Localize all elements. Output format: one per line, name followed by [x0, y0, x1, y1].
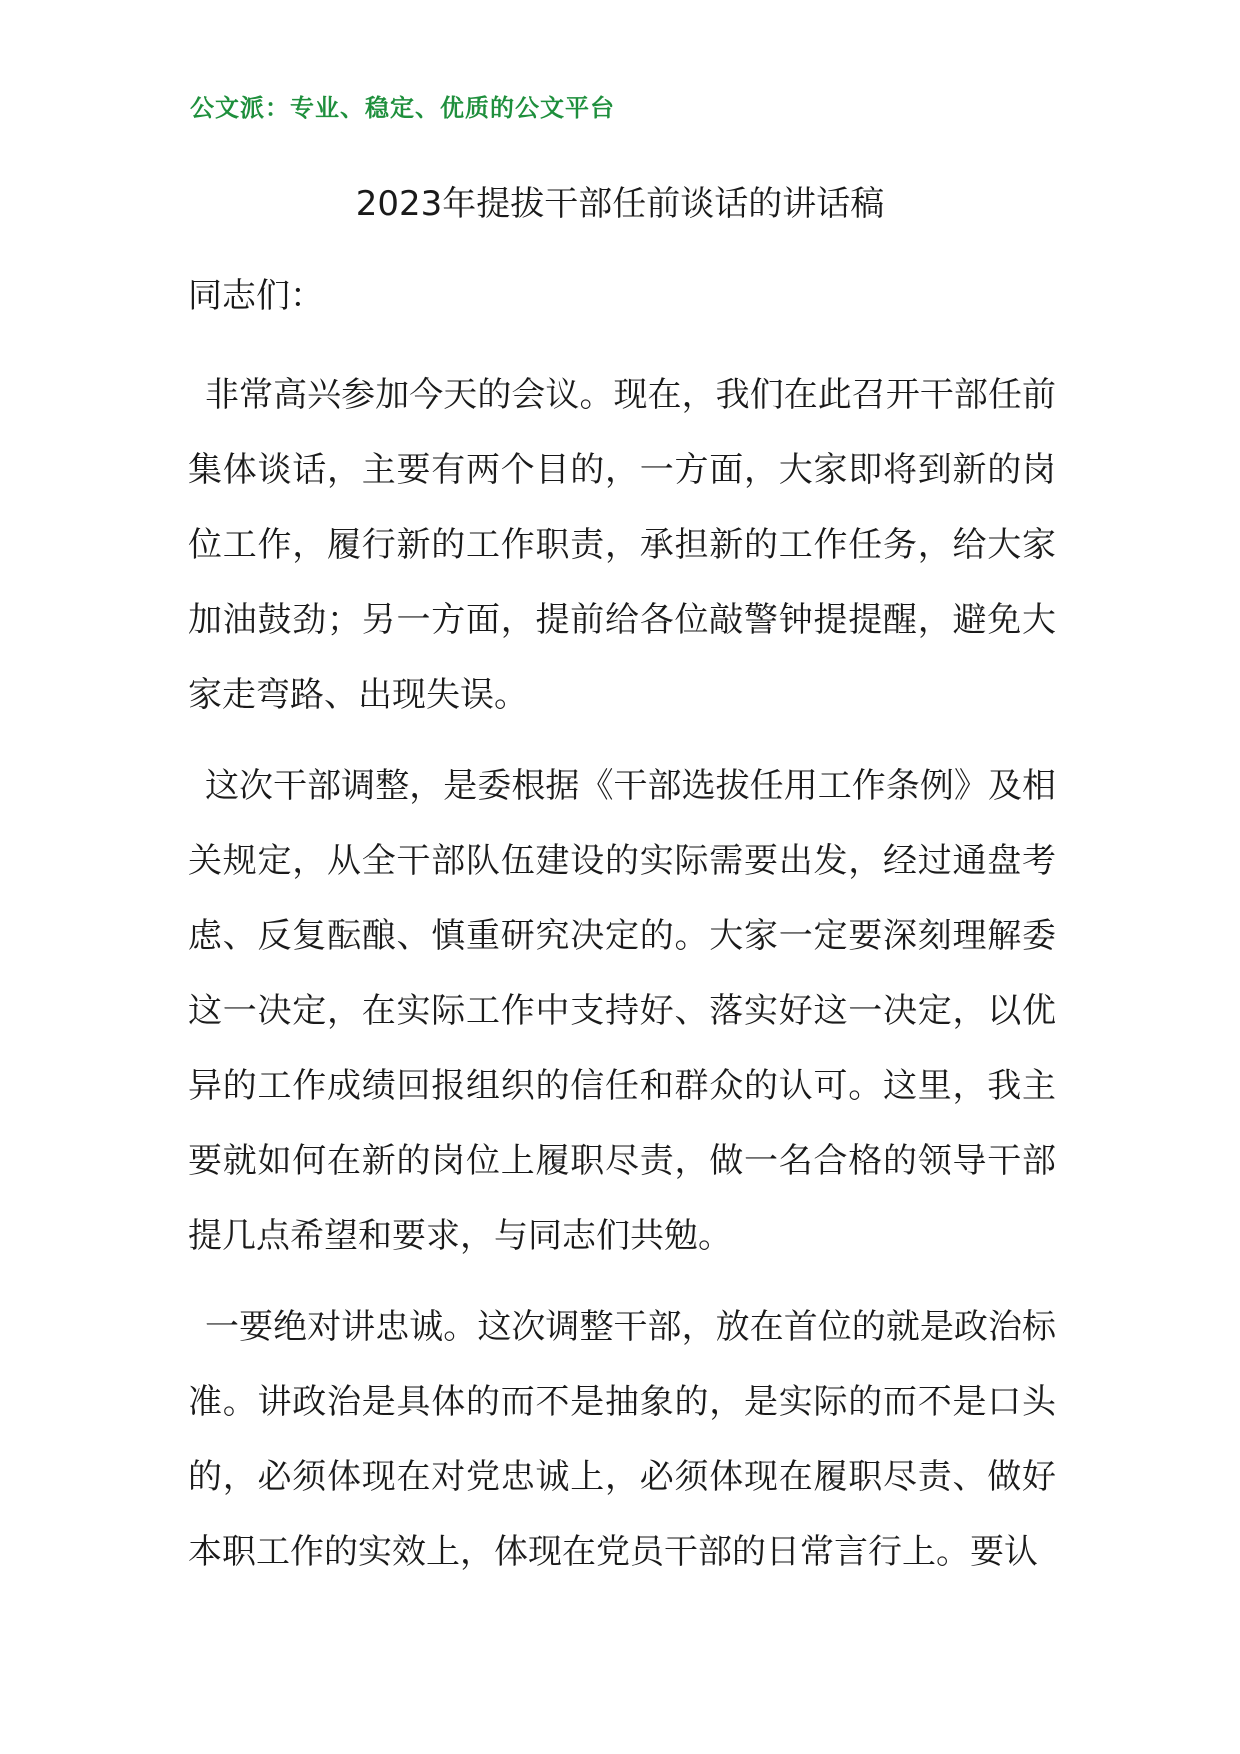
document-body	[188, 358, 1056, 1606]
brand-header: 公文派：专业、稳定、优质的公文平台	[190, 94, 615, 122]
salutation: 同志们：	[188, 276, 324, 316]
paragraph: 这次干部调整，是委根据《干部选拔任用工作条例》及相关规定，从全干部队伍建设的实际需要出发，经过通盘考虑、反复酝酿、慎重研究决定的。大家一定要深刻理解委这一决定，在实际工作中支持好、落实好这一决定，以优异的工作成绩回报组织的信任和群众的认可。这里，我主要就如何在新的岗位上履职尽责，做一名合格的领导干部提几点希望和要求，与同志们共勉。	[188, 766, 1056, 1256]
paragraph: 一要绝对讲忠诚。这次调整干部，放在首位的就是政治标准。讲政治是具体的而不是抽象的，是实际的而不是口头的，必须体现在对党忠诚上，必须体现在履职尽责、做好本职工作的实效上，体现在党员干部的日常言行上。要认	[188, 1307, 1056, 1572]
paragraph: 非常高兴参加今天的会议。现在，我们在此召开干部任前集体谈话，主要有两个目的，一方面，大家即将到新的岗位工作，履行新的工作职责，承担新的工作任务，给大家加油鼓劲；另一方面，提前给各位敲警钟提提醒，避免大家走弯路、出现失误。	[188, 375, 1056, 715]
document-title: 2023年提拔干部任前谈话的讲话稿	[355, 184, 885, 224]
